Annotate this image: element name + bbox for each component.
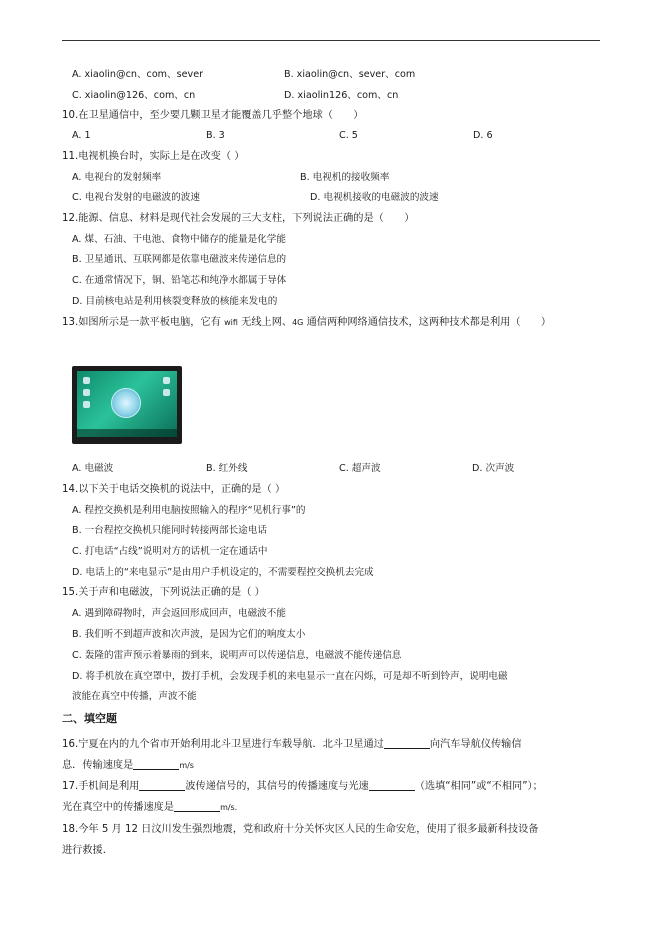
q10-option-d: D. 6 [473, 130, 493, 141]
app-icon [163, 389, 170, 396]
q15-option-c: C. 轰隆的雷声预示着暴雨的到来，说明声可以传递信息，电磁波不能传递信息 [72, 650, 402, 661]
q9-option-a: A. xiaolin@cn、com、sever [72, 69, 204, 80]
app-icon [83, 377, 90, 384]
clock-widget-icon [111, 388, 141, 418]
q17-line2: 光在真空中的传播速度是 m/s． [62, 802, 243, 813]
answer-blank [369, 780, 415, 791]
q14-option-a: A. 程控交换机是利用电脑按照输入的程序“见机行事”的 [72, 505, 306, 516]
q12-option-c: C. 在通常情况下，铜、铅笔芯和纯净水都属于导体 [72, 275, 287, 286]
q10-option-c: C. 5 [339, 130, 358, 141]
answer-blank [384, 738, 430, 749]
q12-option-d: D. 目前核电站是利用核裂变释放的核能来发电的 [72, 296, 278, 307]
app-icon [163, 377, 170, 384]
q13-option-c: C. 超声波 [339, 463, 381, 474]
q11-option-b: B. 电视机的接收频率 [300, 172, 390, 183]
q11-option-a: A. 电视台的发射频率 [72, 172, 162, 183]
q13-stem: 13.如图所示是一款平板电脑，它有 wifi 无线上网、4G 通信两种网络通信技术，这两种技术都是利用（ ） [62, 317, 552, 328]
q10-option-a: A. 1 [72, 130, 91, 141]
q12-stem: 12.能源、信息、材料是现代社会发展的三大支柱，下列说法正确的是（ ） [62, 213, 415, 224]
tablet-image [72, 366, 182, 444]
q15-stem: 15.关于声和电磁波，下列说法正确的是（ ） [62, 587, 265, 598]
q17-line1: 17.手机间是利用 波传递信号的，其信号的传播速度与光速 （选填“相同”或“不相同”）； [62, 781, 543, 792]
q10-option-b: B. 3 [206, 130, 225, 141]
q14-stem: 14.以下关于电话交换机的说法中，正确的是（ ） [62, 484, 286, 495]
q15-option-b: B. 我们听不到超声波和次声波，是因为它们的响度太小 [72, 629, 306, 640]
header-rule [62, 40, 600, 41]
q13-option-d: D. 次声波 [472, 463, 515, 474]
q13-option-b: B. 红外线 [206, 463, 248, 474]
q12-option-b: B. 卫星通讯、互联网都是依靠电磁波来传递信息的 [72, 254, 287, 265]
q14-option-b: B. 一台程控交换机只能同时转接两部长途电话 [72, 525, 267, 536]
q12-option-a: A. 煤、石油、干电池、食物中储存的能量是化学能 [72, 234, 286, 245]
q18-line2: 进行救援. [62, 845, 106, 856]
app-icon [83, 389, 90, 396]
q16-line2: 息．传输速度是 m/s [62, 760, 194, 771]
q15-option-d: D. 将手机放在真空罩中，拨打手机，会发现手机的来电显示一直在闪烁，可是却不听到铃声，说明电磁 [72, 671, 508, 682]
q10-stem: 10.在卫星通信中，至少要几颗卫星才能覆盖几乎整个地球（ ） [62, 110, 364, 121]
tablet-dock [77, 429, 177, 437]
q14-option-d: D. 电话上的“来电显示”是由用户手机设定的，不需要程控交换机去完成 [72, 567, 374, 578]
q18-line1: 18.今年 5 月 12 日汶川发生强烈地震，党和政府十分关怀灾区人民的生命安危，使用了很多最新科技设备 [62, 824, 539, 835]
q11-option-c: C. 电视台发射的电磁波的波速 [72, 192, 200, 203]
section-title: 二、填空题 [62, 712, 117, 725]
q9-option-c: C. xiaolin@126、com、cn [72, 90, 196, 101]
q11-stem: 11.电视机换台时，实际上是在改变（ ） [62, 151, 245, 162]
q15-option-a: A. 遇到障碍物时，声会返回形成回声，电磁波不能 [72, 608, 286, 619]
q16-line1: 16.宁夏在内的九个省市开始利用北斗卫星进行车载导航．北斗卫星通过 向汽车导航仪传输信 [62, 739, 522, 750]
q9-option-d: D. xiaolin126、com、cn [284, 90, 399, 101]
q15-option-d-cont: 波能在真空中传播，声波不能 [72, 691, 197, 702]
q14-option-c: C. 打电话“占线”说明对方的话机一定在通话中 [72, 546, 268, 557]
answer-blank [139, 780, 185, 791]
tablet-screen [77, 371, 177, 437]
answer-blank [174, 801, 220, 812]
q9-option-b: B. xiaolin@cn、sever、com [284, 69, 416, 80]
app-icon [83, 401, 90, 408]
q13-option-a: A. 电磁波 [72, 463, 114, 474]
answer-blank [133, 759, 179, 770]
q11-option-d: D. 电视机接收的电磁波的波速 [310, 192, 439, 203]
